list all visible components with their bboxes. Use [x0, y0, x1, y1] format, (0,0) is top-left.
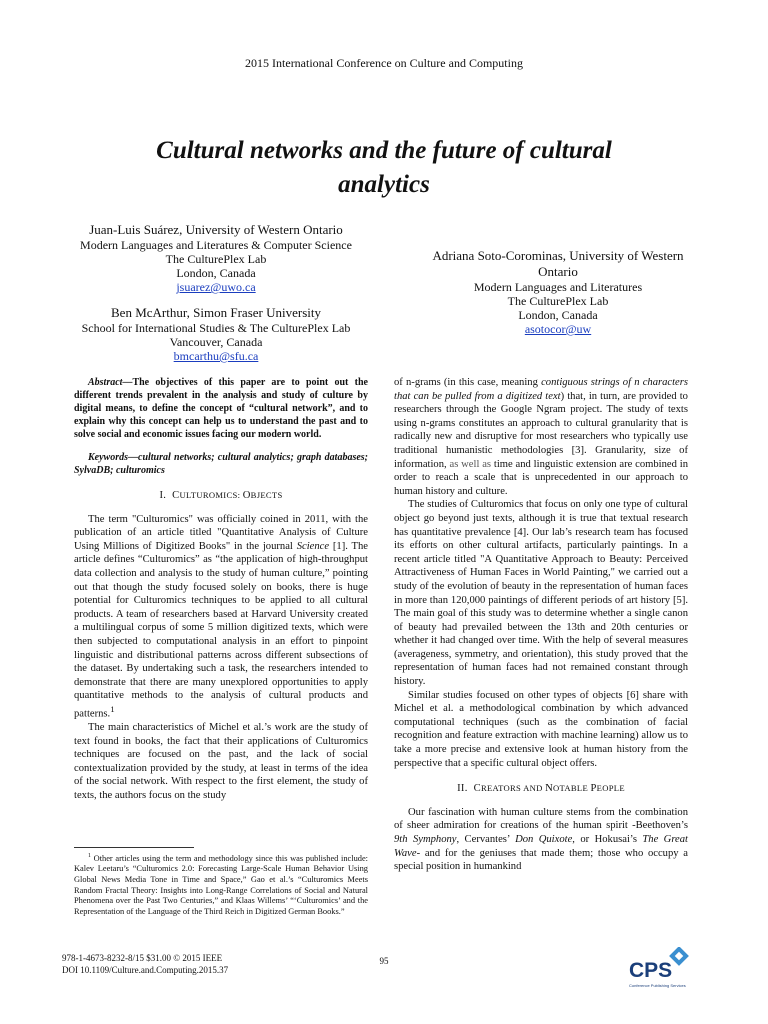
section-title-part: O	[242, 490, 251, 501]
paragraph: The main characteristics of Michel et al.’s work are the study of text found in books, the fact that their applications of Culturomics techniques are focused on the past, and the lack of social contextualization provided by the study, at least in terms of the idea of the social network. With respect to the first element, the study of texts, the authors focus on the study	[74, 722, 368, 801]
paragraph: Similar studies focused on other types of objects [6] share with Michel et al. a methodological combination by which advanced computational techniques (such as the combination of facial recognition and feature extraction with machine learning) allow us to take a more precise and extensive look at human history from the perspective that a specific cultural object offers.	[394, 689, 688, 769]
section-title-part: BJECTS	[250, 490, 283, 500]
author-location: London, Canada	[518, 308, 598, 322]
section-title-part: P	[590, 783, 597, 795]
text-run: [1]. The article defines “Culturomics” as “the application of high-throughput data collection and analysis to the study of human culture,” pointing out that though the study focused solely on books, there is huge potential for Culturomics techniques to be applied to all cultural products. A team of researchers based at Harvard University created a multilingual corpus of some 5 million digitized texts, which were then subjected to computational analysis in an effort to pinpoint linguistic and distributional patterns across different subsections of the dataset. By undertaking such a task, the researchers intended to demonstrate that there are many unexplored opportunities to apply quantitative methods to the analysis of cultural products and patterns.	[74, 540, 369, 720]
journal-name: Science	[296, 540, 330, 552]
author-location: Vancouver, Canada	[169, 335, 263, 349]
text-run: ) that, in turn, are provided to researchers through the Google Ngram project. The study of texts using n-grams constitutes an approach to cultural granularity that is radically new and disruptive for most researchers who typically use traditional humanistic methodologies [3]. Granularity, size of information,	[394, 390, 688, 470]
text-run-italic: contiguous strings of n characters that can be pulled from a digitized text	[394, 377, 689, 402]
section-title-part: ULTUROMICS:	[179, 490, 243, 500]
section-number: II.	[457, 783, 468, 795]
footnote-text: Other articles using the term and methodology since this was published include: Kalev Leetaru’s “Culturomics 2.0: Forecasting Large-Scale Human Behavior Using Global News Media Tone in Time and Space,” Gao et al.’s “Culturomics Meets Random Fractal Theory: Insights into Long-Range Correlations of Social and Natural Phenomena over the Past Two Centuries,” and Klaas Willems’ “‘Culturomics’ and the Representation of the Language of the Third Reich in Digitized German Books.”	[74, 853, 368, 916]
isbn-line: 978-1-4673-8232-8/15 $31.00 © 2015 IEEE	[62, 953, 223, 963]
abstract-label: Abstract—	[88, 377, 133, 388]
cps-logo-subtitle: Conference Publishing Services	[629, 983, 686, 988]
author-name: Ben McArthur, Simon Fraser University	[111, 305, 321, 320]
abstract	[74, 376, 368, 441]
section-title-part: REATORS AND	[480, 783, 546, 794]
author-name-line1: Adriana Soto-Corominas, University of Western	[432, 248, 684, 263]
author-email-link[interactable]: jsuarez@uwo.ca	[176, 280, 256, 294]
paragraph	[74, 513, 368, 721]
author-email-link[interactable]: asotocor@uw	[524, 322, 592, 336]
author-lab: The CulturePlex Lab	[165, 252, 267, 266]
author-name: Juan-Luis Suárez, University of Western Ontario	[89, 222, 343, 237]
doi-line: DOI 10.1109/Culture.and.Computing.2015.37	[62, 965, 229, 975]
publication-info	[62, 952, 228, 976]
work-title: The Great Wave	[394, 834, 688, 859]
text-run: of n-grams (in this case, meaning	[394, 377, 542, 388]
section-number: I.	[159, 490, 167, 501]
cps-logo-text: CPS	[629, 959, 673, 982]
footnote	[74, 851, 368, 917]
title-line-1: Cultural networks and the future of cultural	[156, 137, 612, 164]
work-title: Don Quixote	[515, 834, 573, 845]
text-run: The term "Culturomics" was officially coined in 2011, with the publication of an article titled "Quantitative Analysis of Culture Using Millions of Digitized Books" in the journal	[74, 513, 368, 552]
author-affiliation: School for International Studies & The CulturePlex Lab	[81, 321, 351, 335]
text-run: , Cervantes’	[456, 834, 516, 845]
text-run: , or Hokusai’s	[572, 834, 643, 845]
author-email-link[interactable]: bmcarthu@sfu.ca	[173, 349, 259, 363]
abstract-text: The objectives of this paper are to point out the different trends prevalent in the analysis and study of culture by digital means, to define the concept of “cultural network”, and to explain why this concept can help us to understand the past and to solve social and economic issues facing our modern world.	[74, 377, 368, 440]
paragraph	[394, 376, 688, 498]
paragraph: The studies of Culturomics that focus on only one type of cultural object go beyond just texts, although it is true that textual research has quantitative prevalence [4]. Our lab’s research team has focused its efforts on other cultural artifacts, particularly paintings. In a recent article titled "A Quantitative Approach to Beauty: Perceived Attractiveness of Human Faces in World Painting," we carried out a study of the evolution of beauty in the representation of human faces in more than 120,000 paintings of different periods of art history [5]. The main goal of this study was to determine whether a single canon of beauty had prevailed between the 13th and 20th centuries or whether it had changed over time. With the help of several measures (averageness, symmetry, and orientation), this study proved that the representation of human faces had not remained constant through history.	[394, 499, 688, 688]
section-title-part: C	[473, 783, 481, 795]
section-title-part: C	[172, 490, 180, 501]
text-run: Our fascination with human culture stems from the combination of sheer admiration for creations of the human spirit -Beethoven’s	[394, 806, 688, 832]
text-run-gray: as well as	[449, 458, 492, 470]
author-lab: The CulturePlex Lab	[507, 294, 609, 308]
page-number: 95	[379, 956, 389, 966]
section-heading-1	[74, 489, 368, 503]
author-location: London, Canada	[176, 266, 256, 280]
footnote-mark: 1	[88, 853, 91, 859]
section-title-part: EOPLE	[596, 783, 625, 794]
author-affiliation: Modern Languages and Literatures & Computer Science	[80, 238, 352, 252]
right-column	[394, 376, 688, 874]
section-title-part: OTABLE	[553, 783, 591, 794]
author-name-line2: Ontario	[538, 264, 578, 279]
cps-logo	[628, 947, 694, 991]
text-run: time and linguistic extension are combined in order to reach a scale that is unprecedented in our approach to human history and culture.	[394, 458, 688, 497]
text-run: - and for the geniuses that made them; those who occupy a special position in humankind	[394, 847, 688, 873]
keywords: Keywords—cultural networks; cultural analytics; graph databases; SylvaDB; culturomics	[74, 452, 368, 476]
work-title: 9th Symphony	[394, 834, 457, 845]
author-block-suarez	[56, 222, 376, 294]
paragraph	[394, 806, 688, 874]
author-block-soto	[398, 248, 718, 336]
title-line-2: analytics	[338, 171, 430, 198]
section-heading-2	[394, 782, 688, 796]
author-block-mcarthur	[56, 305, 376, 363]
conference-header: 2015 International Conference on Culture and Computing	[245, 56, 523, 70]
section-title-part: N	[545, 783, 554, 795]
footnote-divider	[74, 847, 194, 848]
left-column	[74, 376, 368, 803]
author-affiliation: Modern Languages and Literatures	[473, 280, 643, 294]
paper-title	[84, 134, 684, 202]
footnote-ref[interactable]: 1	[110, 703, 115, 714]
